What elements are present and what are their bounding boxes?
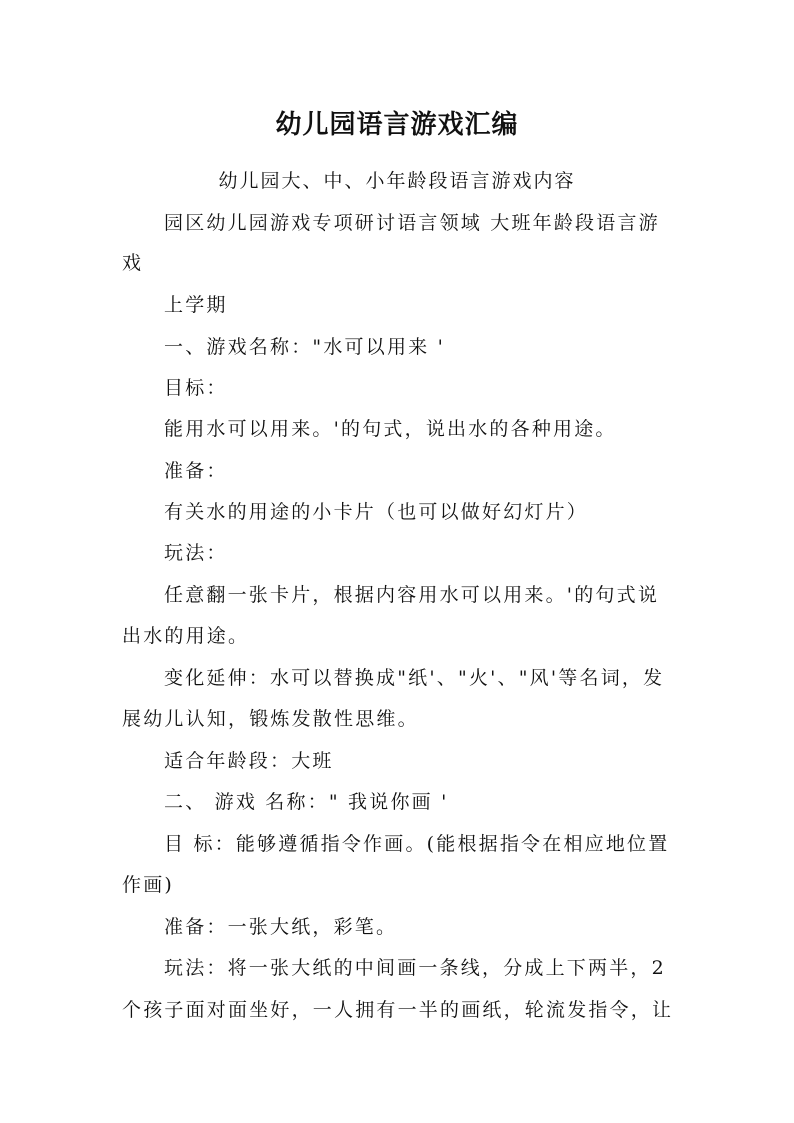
paragraph-line: 园区幼儿园游戏专项研讨语言领域 大班年龄段语言游: [164, 212, 660, 234]
paragraph-line: 戏: [122, 252, 144, 274]
paragraph-line: 上学期: [164, 294, 228, 316]
document-title: 幼儿园语言游戏汇编: [275, 110, 519, 140]
paragraph-line: 展幼儿认知，锻炼发散性思维。: [122, 708, 419, 730]
paragraph-line: 一、游戏名称："水可以用来 ': [164, 336, 446, 358]
paragraph-line: 目标：: [164, 377, 228, 399]
paragraph-line: 玩法：将一张大纸的中间画一条线，分成上下两半，2: [164, 957, 666, 979]
paragraph-line: 二、 游戏 名称：" 我说你画 ': [164, 791, 449, 813]
paragraph-line: 任意翻一张卡片，根据内容用水可以用来。'的句式说: [164, 584, 660, 606]
paragraph-line: 有关水的用途的小卡片（也可以做好幻灯片）: [164, 501, 589, 523]
paragraph-line: 作画): [122, 874, 175, 896]
paragraph-line: 适合年龄段：大班: [164, 750, 334, 772]
paragraph-line: 出水的用途。: [122, 625, 250, 647]
paragraph-line: 准备：一张大纸，彩笔。: [164, 916, 398, 938]
paragraph-line: 变化延伸：水可以替换成"纸'、"火'、"风'等名词，发: [164, 667, 665, 689]
paragraph-line: 目 标：能够遵循指令作画。(能根据指令在相应地位置: [164, 833, 670, 855]
paragraph-line: 能用水可以用来。'的句式，说出水的各种用途。: [164, 418, 617, 440]
document-subtitle: 幼儿园大、中、小年龄段语言游戏内容: [218, 170, 576, 192]
paragraph-line: 准备：: [164, 460, 228, 482]
paragraph-line: 个孩子面对面坐好，一人拥有一半的画纸，轮流发指令，让: [122, 999, 674, 1021]
paragraph-line: 玩法：: [164, 542, 228, 564]
